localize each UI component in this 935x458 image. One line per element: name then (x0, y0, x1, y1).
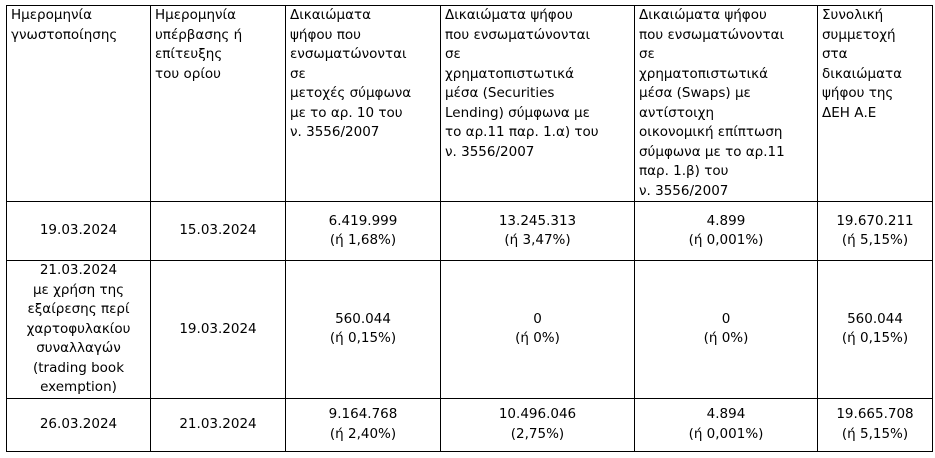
text-line: σε (445, 46, 461, 62)
text-line: το αρ.11 παρ. 1.α) του (445, 124, 599, 140)
text-line: του ορίου (155, 65, 221, 82)
securities-lending-cell (441, 202, 635, 261)
text-line: συμμετοχή (822, 26, 896, 43)
header-shares-voting-rights (286, 6, 441, 202)
notification-date-cell (7, 202, 151, 261)
total-pct: (ή 5,15%) (841, 232, 909, 248)
text-line: σύμφωνα με το αρ.11 (639, 143, 785, 160)
text-line: exemption) (40, 379, 117, 395)
shares-cell (286, 202, 441, 261)
text-line: 26.03.2024 (39, 415, 118, 432)
text-line: ΔΕΗ Α.Ε (822, 104, 877, 121)
swaps-value: 4.894 (706, 406, 746, 422)
text-line: ψήφου που (290, 26, 361, 43)
text-line: σε (290, 65, 306, 82)
header-total-participation (818, 6, 933, 202)
swaps-value: 0 (721, 310, 731, 327)
securities-lending-cell (441, 261, 635, 399)
total-cell (818, 202, 933, 261)
shares-value: 9.164.768 (328, 406, 398, 422)
text-line: Συνολική (822, 7, 884, 23)
swaps-cell (635, 202, 818, 261)
text-line: ν. 3556/2007 (639, 182, 729, 199)
securities-lending-pct: (2,75%) (510, 425, 565, 442)
securities-lending-pct: (ή 0%) (515, 330, 560, 347)
text-line: μέσα (Swaps) με (639, 85, 751, 101)
text-line: στα (822, 46, 848, 62)
table-row (7, 261, 933, 399)
total-pct: (ή 5,15%) (841, 425, 909, 442)
threshold-date-cell: 19.03.2024 (151, 261, 286, 399)
text-line: με χρήση της (32, 281, 125, 298)
notification-date-cell (7, 398, 151, 451)
header-row (7, 6, 933, 202)
shares-value: 560.044 (335, 310, 391, 327)
text-line: ψήφου της (822, 85, 894, 101)
text-line: χαρτοφυλακίου (26, 320, 131, 337)
securities-lending-value: 0 (533, 310, 542, 327)
text-line: Δικαιώματα ψήφου (639, 7, 767, 23)
text-line: αντίστοιχη (639, 104, 715, 121)
text-line: που ενσωματώνονται (445, 26, 591, 43)
securities-lending-value: 10.496.046 (498, 406, 577, 422)
swaps-cell (635, 261, 818, 399)
swaps-pct: (ή 0,001%) (688, 232, 764, 248)
threshold-date-cell: 21.03.2024 (151, 398, 286, 451)
text-line: συναλλαγών (36, 340, 121, 356)
securities-lending-cell (441, 398, 635, 451)
swaps-pct: (ή 0%) (703, 330, 749, 347)
text-line: Ημερομηνία (11, 7, 93, 23)
total-cell (818, 398, 933, 451)
text-line: παρ. 1.β) του (639, 163, 729, 179)
securities-lending-pct: (ή 3,47%) (504, 232, 571, 248)
text-line: επίτευξης (155, 46, 223, 62)
total-pct: (ή 0,15%) (841, 330, 909, 347)
text-line: με το αρ. 10 του (290, 104, 403, 121)
text-line: γνωστοποίησης (11, 26, 118, 43)
notification-date-cell (7, 261, 151, 399)
table-row (7, 202, 933, 261)
text-line: ενσωματώνονται (290, 46, 407, 62)
text-line: ν. 3556/2007 (290, 124, 380, 140)
shares-cell (286, 398, 441, 451)
swaps-cell (635, 398, 818, 451)
shares-pct: (ή 0,15%) (329, 330, 397, 347)
header-notification-date (7, 6, 151, 202)
voting-rights-table (6, 5, 933, 452)
text-line: σε (639, 46, 655, 62)
swaps-pct: (ή 0,001%) (688, 425, 764, 442)
header-securities-lending (441, 6, 635, 202)
shares-cell (286, 261, 441, 399)
text-line: εξαίρεσης περί (27, 301, 130, 317)
securities-lending-value: 13.245.313 (498, 212, 577, 229)
text-line: ν. 3556/2007 (445, 143, 535, 160)
header-swaps (635, 6, 818, 202)
text-line: 19.03.2024 (39, 222, 118, 239)
text-line: που ενσωματώνονται (639, 26, 785, 43)
text-line: μέσα (Securities (445, 85, 555, 101)
text-line: μετοχές σύμφωνα (290, 85, 412, 101)
shares-pct: (ή 1,68%) (329, 232, 397, 248)
text-line: χρηματοπιστωτικά (639, 65, 769, 82)
text-line: Lending) σύμφωνα με (445, 104, 590, 121)
swaps-value: 4.899 (706, 212, 746, 229)
total-value: 19.665.708 (836, 406, 914, 422)
total-cell (818, 261, 933, 399)
text-line: δικαιώματα (822, 65, 903, 82)
total-value: 560.044 (847, 310, 903, 327)
text-line: Δικαιώματα (290, 7, 372, 23)
text-line: υπέρβασης ή (155, 26, 243, 43)
shares-value: 6.419.999 (328, 212, 398, 229)
text-line: οικονομική επίπτωση (639, 124, 783, 140)
text-line: 21.03.2024 (39, 262, 118, 278)
header-threshold-date (151, 6, 286, 202)
total-value: 19.670.211 (836, 212, 914, 229)
text-line: Ημερομηνία (155, 7, 237, 23)
shares-pct: (ή 2,40%) (329, 425, 397, 442)
threshold-date-cell: 15.03.2024 (151, 202, 286, 261)
text-line: (trading book (32, 359, 125, 376)
text-line: χρηματοπιστωτικά (445, 65, 575, 82)
table-row (7, 398, 933, 451)
text-line: Δικαιώματα ψήφου (445, 7, 573, 23)
